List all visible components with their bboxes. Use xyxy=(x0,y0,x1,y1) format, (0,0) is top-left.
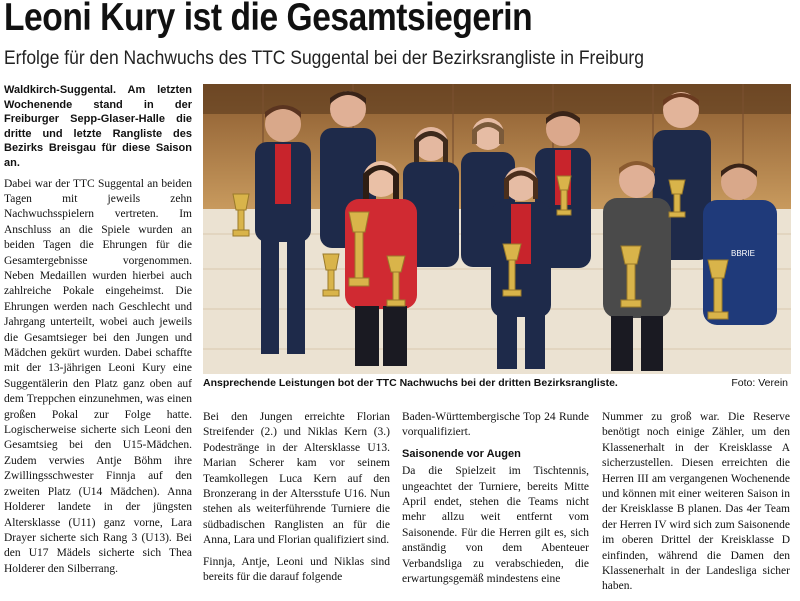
lead-paragraph: Waldkirch-Suggental. Am letzten Wochenende stand in der Freiburger Sepp-Glaser-Halle die dritte und letzte Rangliste des Bezirks Breisgau für diese Saison an. xyxy=(4,84,192,169)
column-4 xyxy=(602,410,790,601)
subheadline: Erfolge für den Nachwuchs des TTC Suggental bei der Bezirksrangliste in Freiburg xyxy=(4,48,644,69)
body-paragraph: Nummer zu groß war. Die Reserve benötigt noch einige Zähler, um den Klassenerhalt in der Kreisklasse A sicherzustellen. Diesen erreichten die Herren III am vergangenen Wochenende und können mit einer weiteren Saison in der Kreisklasse B planen. Das 4er Team der Herren IV wird sich zum Saisonende im oberen Drittel der Kreisklasse D einfinden, während die Damen den Klassenerhalt in der Landesliga sicher haben. xyxy=(602,411,790,593)
column-1 xyxy=(4,83,192,583)
headline: Leoni Kury ist die Gesamtsiegerin xyxy=(4,0,533,39)
column-2 xyxy=(203,410,390,591)
photo-caption: Ansprechende Leistungen bot der TTC Nachwuchs bei der dritten Bezirksrangliste. xyxy=(203,377,618,389)
section-heading: Saisonende vor Augen xyxy=(402,447,521,460)
team-photo xyxy=(203,84,791,374)
jersey-text: BBRIE xyxy=(731,249,756,258)
body-paragraph: Baden-Württembergische Top 24 Runde vorqualifiziert. xyxy=(402,411,589,439)
column-3 xyxy=(402,410,589,593)
photo-credit: Foto: Verein xyxy=(731,377,788,389)
body-paragraph: Finnja, Antje, Leoni und Niklas sind bereits für die darauf folgende xyxy=(203,555,390,584)
body-paragraph: Da die Spielzeit im Tischtennis, ungeachtet der Turniere, bereits Mitte April endet, stehen die Teams nicht mehr allzu weit entfernt vom Saisonende. Für die Herren gilt es, sich anständig von dem Abenteuer Verbandsliga zu verabschieden, die erwartungsgemäß mindestens eine xyxy=(402,465,589,586)
body-paragraph: Bei den Jungen erreichte Florian Streifender (2.) und Niklas Kern (3.) Podestränge in der Altersklasse U13. Marian Scherer kam vor seinem Teamkollegen Luca Kern auf den Bronzerang in der Altersstufe U16. Nun stehen als weiterführende Turniere die südbadischen Ranglisten an für die Anna, Lara und Florian qualifiziert sind. xyxy=(203,411,390,547)
body-paragraph: Dabei war der TTC Suggental an beiden Tagen mit jeweils zehn Nachwuchsspielern vertreten. Im Anschluss an die Spiele wurden an beiden Tagen die Ehrungen für die Gesamtergebnisse vorgenommen. Neben Medaillen wurden hierbei auch zahlreiche Pokale eingeheimst. Die Ehrungen werden nach Geschlecht und Jahrgang unterteilt, wobei auch jeweils die Gesamtsieger bei den Jungen und Mädchen gekürt wurden. Dabei schaffte mit der 13-jährigen Leoni Kury eine Suggentälerin den Platz ganz oben auf dem Treppchen einzunehmen, was einen großen Pokal zur Folge hatte. Logischerweise sicherte sich Leoni den Gesamtsieg bei den U15-Mädchen. Zudem verwies Antje Böhm ihre Zwillingsschwester Finnja auf den zweiten Platz (U14 Mädchen). Anna Holderer landete in der jüngsten Altersklasse (U11) ganz vorne, Lara Drayer sicherte sich Rang 3 (U13). Bei den U17 Mädels sicherte sich Thea Holderer den Silberrang. xyxy=(4,177,192,575)
